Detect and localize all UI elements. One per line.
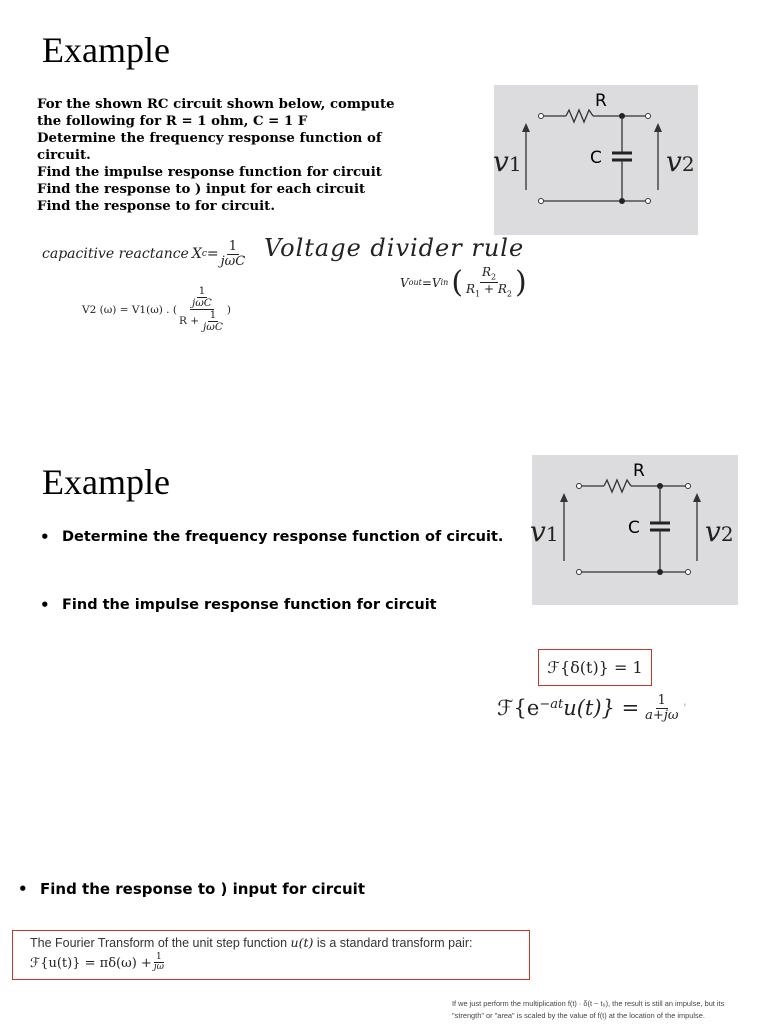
resistor-label: R [595,91,607,111]
step-transform-caption: The Fourier Transform of the unit step function u(t) is a standard transform pair: [30,935,473,950]
bullet-impulse-response: • Find the impulse response function for circuit [40,596,437,614]
note-line-1: If we just perform the multiplication f(t) · δ(t − t₀), the result is still an impulse, but its [452,999,725,1008]
rc-circuit-diagram [494,85,698,235]
resistor-label-2: R [633,461,645,481]
bullet-step-response-text: Find the response to ) input for circuit [40,880,365,898]
reactance-label: capacitive reactance [42,246,189,263]
vout-formula: V out = V in ( $\frac{R_2}{R_1 + R_2}$ ) [400,265,527,300]
v2-transfer-formula: V2 (ω) = V1(ω) . ( 1 jωC R + $\frac{1}{\text{jωC}}$ ) [82,285,231,334]
exponential-transform-formula: ℱ{e $^{-at}$ u(t)} = $\frac{1}{a+j\omega}$ ' [497,693,687,723]
delta-transform-text: ℱ{δ(t)} = 1 [547,658,643,677]
task-line-2: the following for R = 1 ohm, C = 1 F [37,114,308,129]
slide1-task-list [37,96,457,215]
slide2-title: Example [42,462,170,502]
task-line-5: Find the impulse response function for circuit [37,165,382,180]
voltage-divider-title: Voltage divider rule [264,234,525,262]
v1-label: v1 [493,145,522,178]
task-line-7: Find the response to for circuit. [37,199,275,214]
bullet-frequency-response: • Determine the frequency response function of circuit. [40,528,504,546]
impulse-multiplication-note [452,998,766,1022]
v1-label-2: v1 [530,515,559,548]
bullet-step-response: • Find the response to ) input for circuit [18,880,365,898]
bullet-frequency-response-text: Determine the frequency response function of circuit. [62,529,504,545]
reactance-formula: capacitive reactance X c = $\frac{1}{\text{jωC}}$ [42,239,246,269]
task-line-1: For the shown RC circuit shown below, compute [37,97,395,112]
rc-circuit-diagram-2 [532,455,738,605]
task-line-4: circuit. [37,148,91,163]
task-line-6: Find the response to ) input for each circuit [37,182,366,197]
capacitor-label-2: C [628,518,640,538]
step-transform-formula: ℱ{u(t)} = πδ(ω) + $\frac{1}{j\omega}$ [30,952,164,973]
step-transform-box [12,930,530,980]
v2-label-2: v2 [705,515,734,548]
delta-transform-box [538,649,652,686]
task-line-3: Determine the frequency response function of [37,131,382,146]
v2-label: v2 [666,145,695,178]
capacitor-label: C [590,148,602,168]
bullet-impulse-response-text: Find the impulse response function for circuit [62,597,437,613]
slide1-title: Example [42,30,170,70]
note-line-2: "strength" or "area" is scaled by the value of f(t) at the location of the impulse. [452,1011,705,1020]
